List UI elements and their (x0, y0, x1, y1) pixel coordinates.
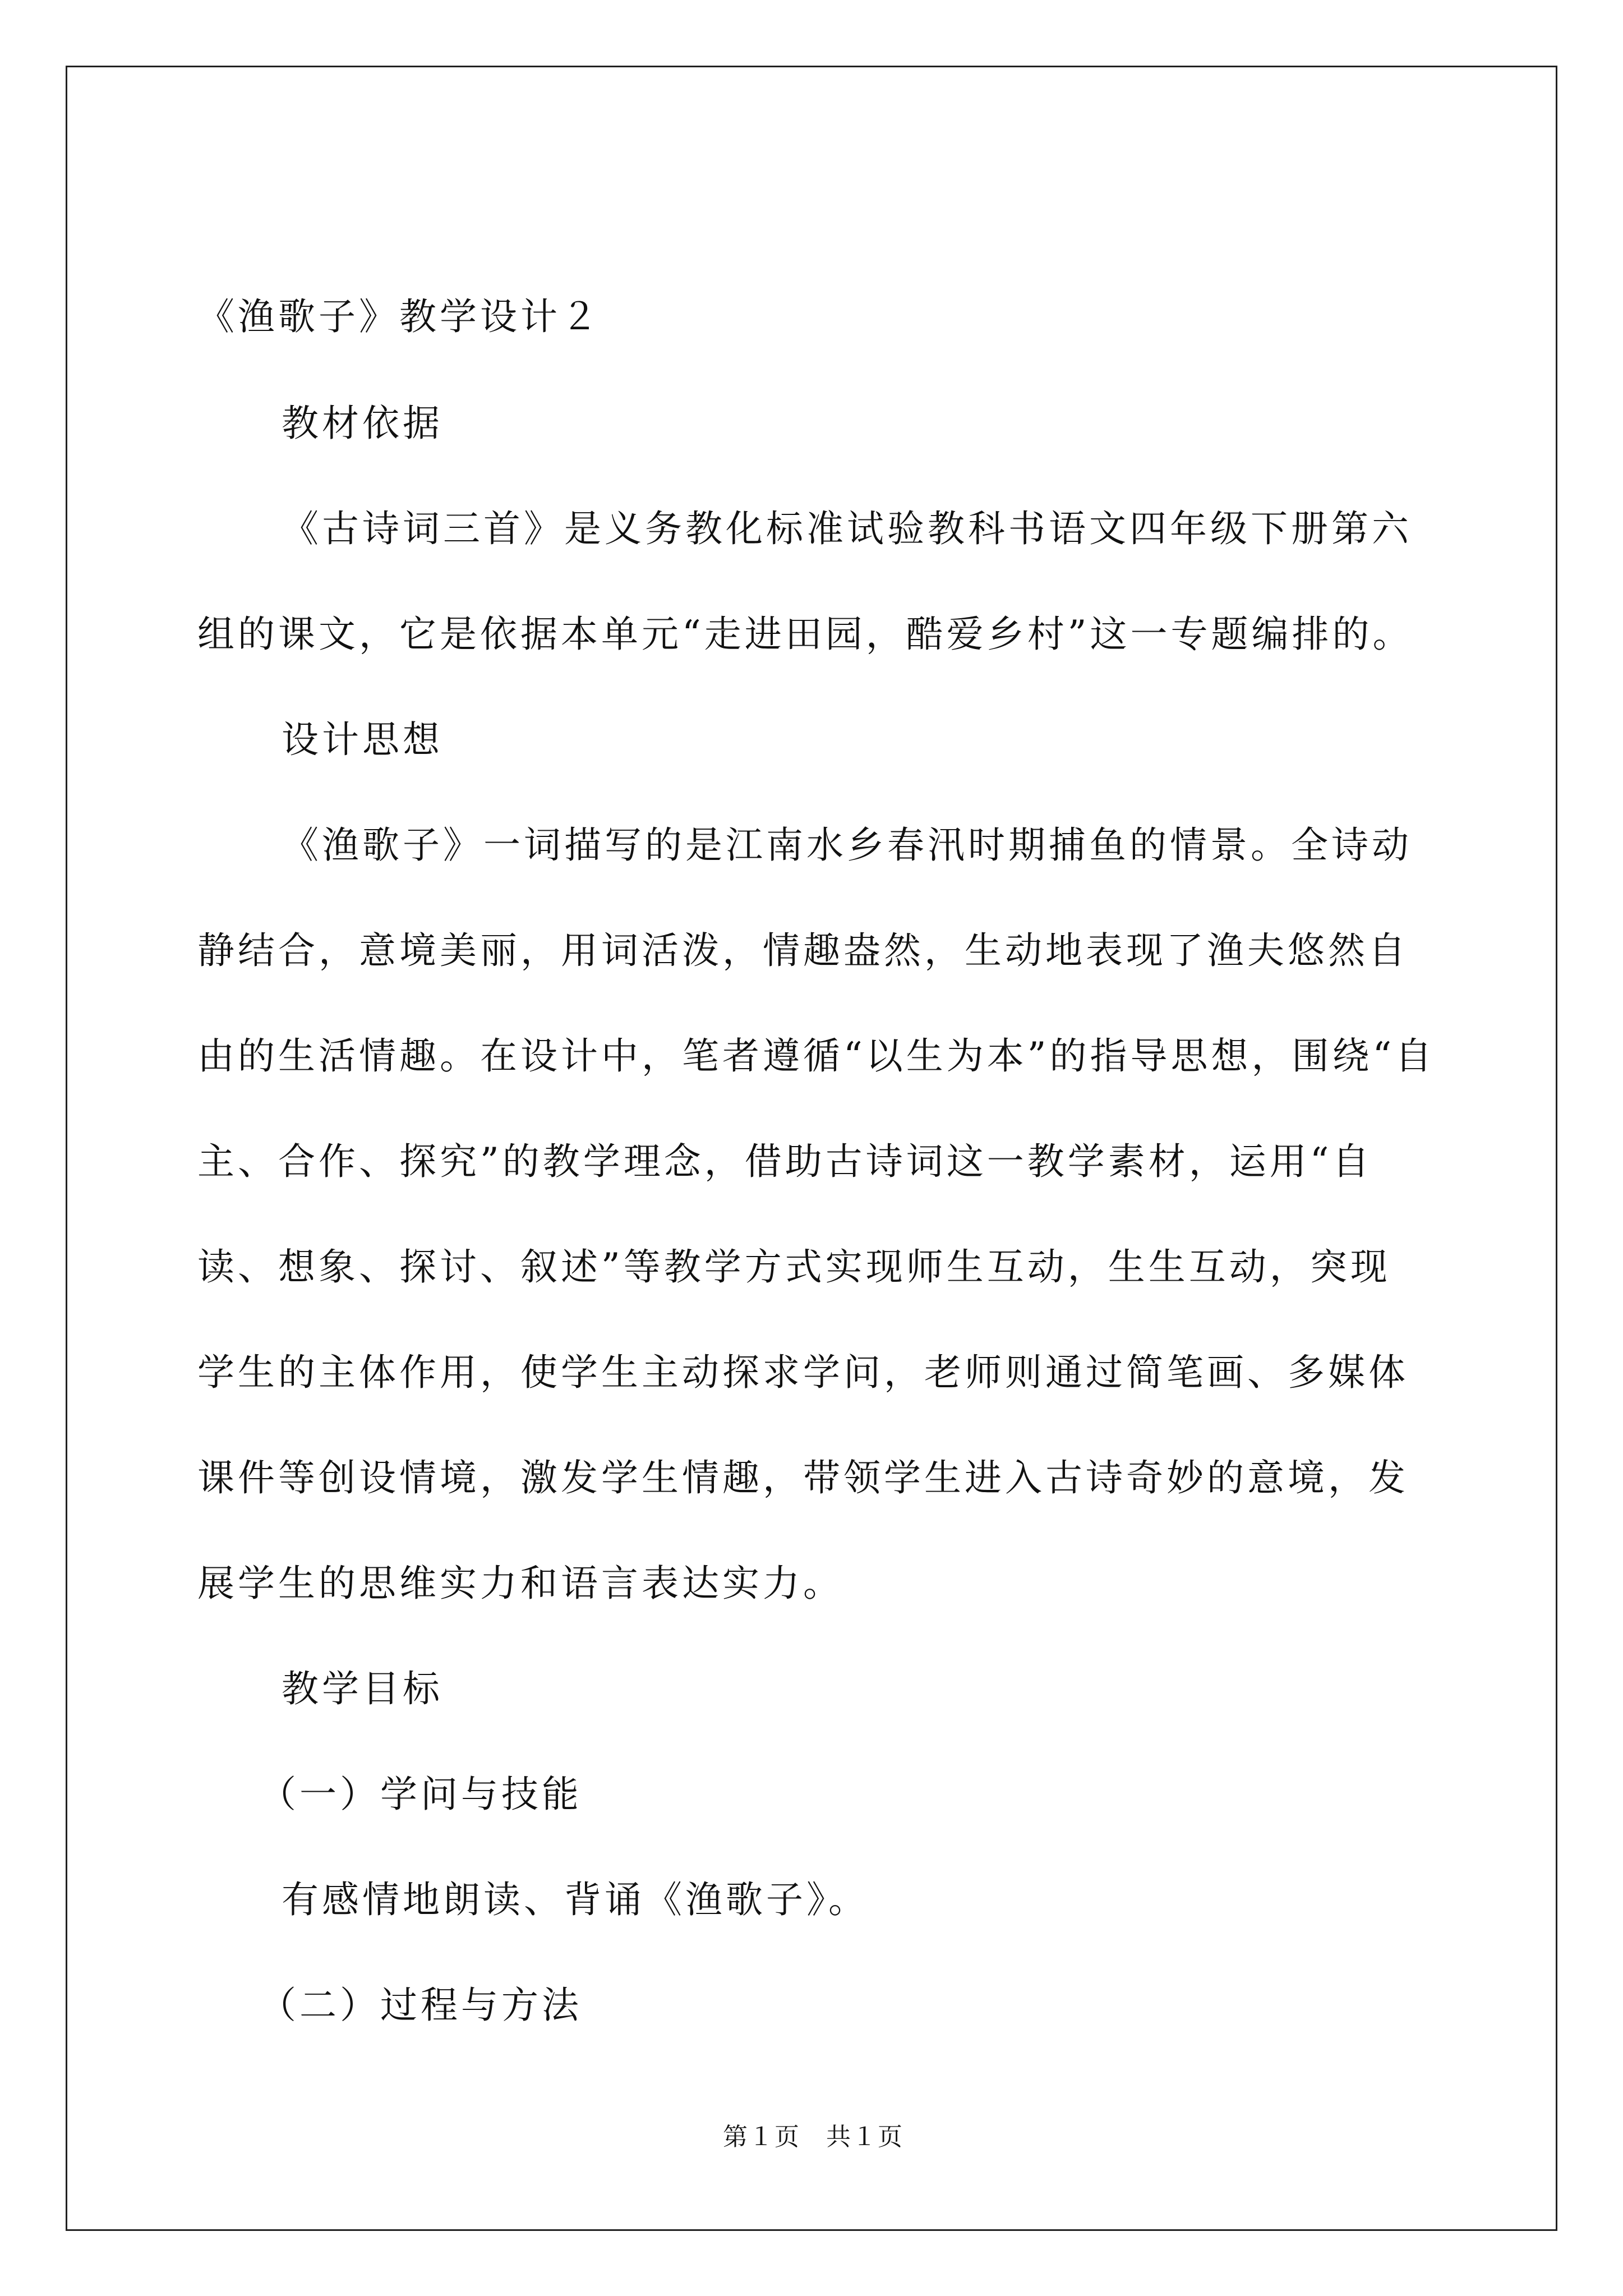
paragraph-line: 有感情地朗读、背诵《渔歌子》。 (282, 1878, 869, 1921)
section-heading-design: 设计思想 (282, 718, 443, 761)
section-heading-materials: 教材依据 (282, 402, 443, 445)
subsection-heading: （二）过程与方法 (259, 1984, 582, 2027)
paragraph-line: 学生的主体作用，使学生主动探求学问，老师则通过简笔画、多媒体 (197, 1351, 1409, 1394)
paragraph-line: 展学生的思维实力和语言表达实力。 (197, 1562, 843, 1605)
paragraph-line: 主、合作、探究”的教学理念，借助古诗词这一教学素材，运用“自 (197, 1140, 1373, 1183)
section-heading-goals: 教学目标 (282, 1667, 443, 1710)
paragraph-line: 课件等创设情境，激发学生情趣，带领学生进入古诗奇妙的意境，发 (197, 1456, 1409, 1499)
paragraph-line: 组的课文，它是依据本单元“走进田园，酷爱乡村”这一专题编排的。 (197, 613, 1413, 656)
subsection-heading: （一）学问与技能 (259, 1773, 582, 1816)
paragraph-line: 《古诗词三首》是义务教化标准试验教科书语文四年级下册第六 (282, 507, 1412, 550)
page-frame (66, 66, 1557, 2231)
paragraph-line: 由的生活情趣。在设计中，笔者遵循“以生为本”的指导思想，围绕“自 (197, 1034, 1436, 1078)
paragraph-line: 静结合，意境美丽，用词活泼，情趣盎然，生动地表现了渔夫悠然自 (197, 929, 1409, 972)
document-title: 《渔歌子》教学设计２ (197, 295, 601, 338)
page-footer: 第１页 共１页 (723, 2123, 903, 2151)
paragraph-line: 《渔歌子》一词描写的是江南水乡春汛时期捕鱼的情景。全诗动 (282, 823, 1412, 867)
paragraph-line: 读、想象、探讨、叙述”等教学方式实现师生互动，生生互动，突现 (197, 1245, 1391, 1289)
